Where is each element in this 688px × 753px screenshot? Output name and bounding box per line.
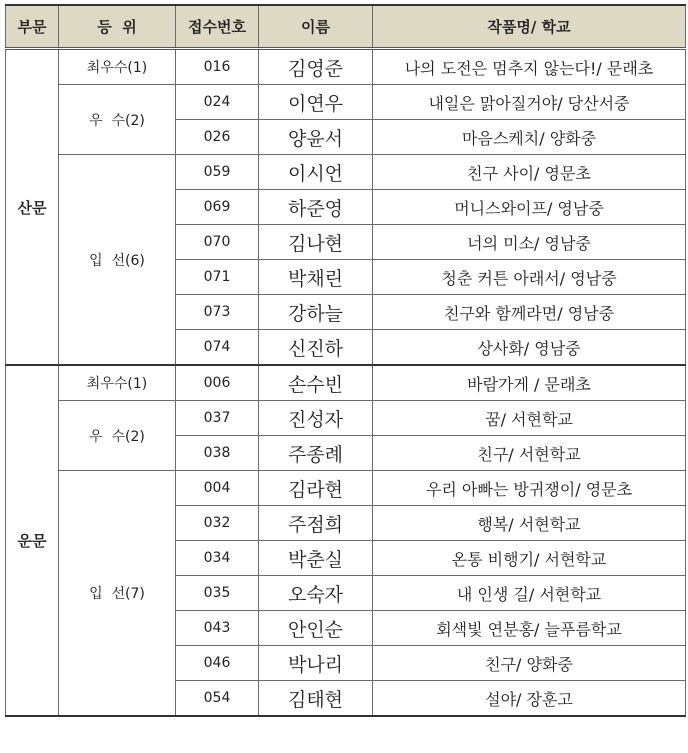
entrant-name: 박나리 xyxy=(259,646,373,681)
entrant-name: 주종례 xyxy=(259,436,373,471)
work-title-school: 우리 아빠는 방귀쟁이/ 영문초 xyxy=(373,471,686,506)
work-title-school: 회색빛 연분홍/ 늘푸름학교 xyxy=(373,611,686,646)
entrant-name: 주점희 xyxy=(259,506,373,541)
entry-number: 046 xyxy=(176,646,259,681)
work-title-school: 친구/ 양화중 xyxy=(373,646,686,681)
work-title-school: 상사화/ 영남중 xyxy=(373,330,686,366)
work-title-school: 바람가게 / 문래초 xyxy=(373,365,686,401)
entrant-name: 박춘실 xyxy=(259,541,373,576)
entrant-name: 신진하 xyxy=(259,330,373,366)
work-title-school: 행복/ 서현학교 xyxy=(373,506,686,541)
award-table-container xyxy=(5,4,686,717)
division-cell: 운문 xyxy=(6,365,59,716)
header-work: 작품명/ 학교 xyxy=(373,5,686,49)
entry-number: 004 xyxy=(176,471,259,506)
table-row xyxy=(6,365,686,401)
entry-number: 074 xyxy=(176,330,259,366)
table-row xyxy=(6,471,686,506)
entrant-name: 안인순 xyxy=(259,611,373,646)
work-title-school: 꿈/ 서현학교 xyxy=(373,401,686,436)
work-title-school: 너의 미소/ 영남중 xyxy=(373,225,686,260)
entry-number: 032 xyxy=(176,506,259,541)
entrant-name: 양윤서 xyxy=(259,120,373,155)
entrant-name: 김라현 xyxy=(259,471,373,506)
entry-number: 059 xyxy=(176,155,259,190)
entry-number: 035 xyxy=(176,576,259,611)
entry-number: 071 xyxy=(176,260,259,295)
entrant-name: 박채린 xyxy=(259,260,373,295)
work-title-school: 친구/ 서현학교 xyxy=(373,436,686,471)
header-rank: 등 위 xyxy=(59,5,176,49)
table-row xyxy=(6,49,686,85)
entry-number: 034 xyxy=(176,541,259,576)
table-row xyxy=(6,85,686,120)
entrant-name: 김태현 xyxy=(259,681,373,717)
work-title-school: 온통 비행기/ 서현학교 xyxy=(373,541,686,576)
header-row xyxy=(6,5,686,49)
table-body xyxy=(6,49,686,717)
entry-number: 006 xyxy=(176,365,259,401)
table-row xyxy=(6,401,686,436)
entry-number: 054 xyxy=(176,681,259,717)
work-title-school: 마음스케치/ 양화중 xyxy=(373,120,686,155)
header-number: 접수번호 xyxy=(176,5,259,49)
rank-cell: 최우수(1) xyxy=(59,365,176,401)
work-title-school: 친구 사이/ 영문초 xyxy=(373,155,686,190)
entrant-name: 이시언 xyxy=(259,155,373,190)
entrant-name: 진성자 xyxy=(259,401,373,436)
entry-number: 069 xyxy=(176,190,259,225)
entrant-name: 김영준 xyxy=(259,49,373,85)
table-row xyxy=(6,155,686,190)
entrant-name: 하준영 xyxy=(259,190,373,225)
header-division: 부문 xyxy=(6,5,59,49)
entrant-name: 김나현 xyxy=(259,225,373,260)
work-title-school: 나의 도전은 멈추지 않는다!/ 문래초 xyxy=(373,49,686,85)
work-title-school: 친구와 함께라면/ 영남중 xyxy=(373,295,686,330)
entrant-name: 강하늘 xyxy=(259,295,373,330)
entry-number: 073 xyxy=(176,295,259,330)
entrant-name: 손수빈 xyxy=(259,365,373,401)
entry-number: 024 xyxy=(176,85,259,120)
rank-cell: 우 수(2) xyxy=(59,85,176,155)
entry-number: 043 xyxy=(176,611,259,646)
entry-number: 016 xyxy=(176,49,259,85)
rank-cell: 입 선(6) xyxy=(59,155,176,366)
work-title-school: 설야/ 장훈고 xyxy=(373,681,686,717)
work-title-school: 청춘 커튼 아래서/ 영남중 xyxy=(373,260,686,295)
header-name: 이름 xyxy=(259,5,373,49)
work-title-school: 머니스와이프/ 영남중 xyxy=(373,190,686,225)
entry-number: 026 xyxy=(176,120,259,155)
award-table xyxy=(5,4,686,717)
work-title-school: 내 인생 길/ 서현학교 xyxy=(373,576,686,611)
rank-cell: 최우수(1) xyxy=(59,49,176,85)
work-title-school: 내일은 맑아질거야/ 당산서중 xyxy=(373,85,686,120)
entry-number: 070 xyxy=(176,225,259,260)
division-cell: 산문 xyxy=(6,49,59,366)
rank-cell: 입 선(7) xyxy=(59,471,176,717)
rank-cell: 우 수(2) xyxy=(59,401,176,471)
entry-number: 038 xyxy=(176,436,259,471)
entrant-name: 오숙자 xyxy=(259,576,373,611)
entrant-name: 이연우 xyxy=(259,85,373,120)
entry-number: 037 xyxy=(176,401,259,436)
